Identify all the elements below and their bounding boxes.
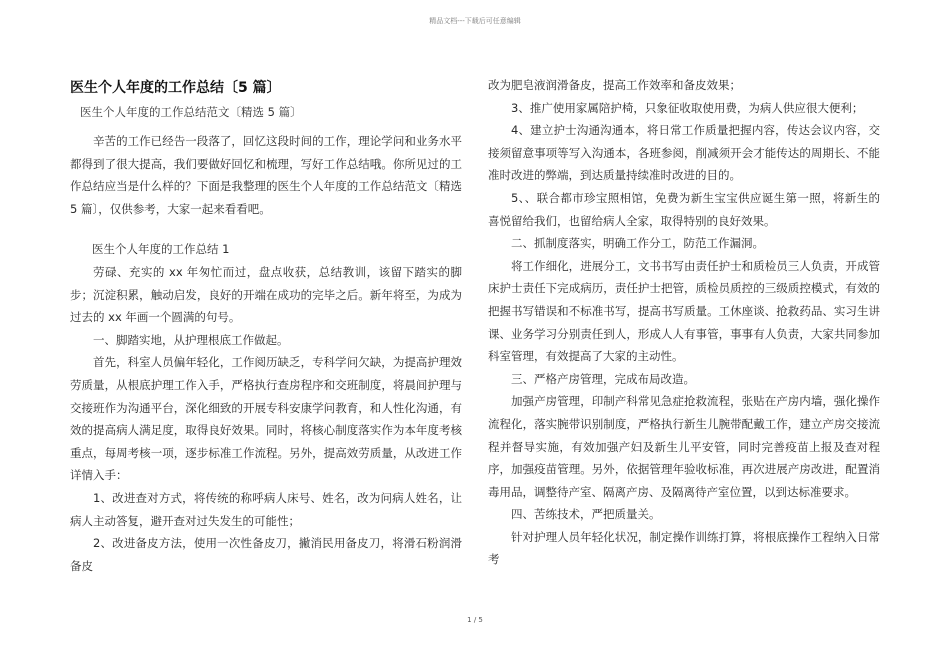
paragraph-5: 针对护理人员年轻化状况，制定操作训练打算，将根底操作工程纳入日常考 (488, 529, 880, 567)
page-number: 1 / 5 (467, 616, 483, 624)
list-item-3: 3、推广使用家属陪护椅，只象征收取使用费，为病人供应很大便利； (511, 100, 864, 115)
paragraph-1: 劳碌、充实的 xx 年匆忙而过，盘点收获，总结教训，该留下踏实的脚步；沉淀积累，触动启发，良好的开端在成功的完毕之后。新年将至，为成为过去的 xx 年画一个圆满的句号。 (70, 264, 462, 325)
paragraph-2: 首先，科室人员偏年轻化，工作阅历缺乏，专科学问欠缺，为提高护理效劳质量，从根底护理工作入手，严格执行查房程序和交班制度，将晨间护理与交接班作为沟通平台，深化细致的开展专科安康学问教育，和人性化沟通，有效的提高病人满足度，取得良好效果。同时，将核心制度落实作为本年度考核重点，每周考核一项，逐步标准工作流程。另外，提高效劳质量，从改进工作详情入手： (70, 355, 462, 483)
paragraph-3: 将工作细化，进展分工，文书书写由责任护士和质检员三人负责，开成管床护士责任下完成病历，责任护士把管，质检员质控的三级质控模式，有效的把握书写错误和不标准书写，提高书写质量。工休座谈、抢救药品、实习生讲课、业务学习分别责任到人，形成人人有事管，事事有人负责，大家共同参加科室管理，有效提高了大家的主动性。 (488, 258, 880, 364)
heading-3: 三、严格产房管理，完成布局改造。 (511, 371, 695, 386)
paragraph-4: 加强产房管理，印制产科常见急症抢救流程，张贴在产房内墙，强化操作流程化，落实腕带识别制度，严格执行新生儿腕带配戴工作，建立产房交接流程并督导实施，有效加强产妇及新生儿平安管，同时完善疫苗上报及查对程序，加强疫苗管理。另外，依据管理年验收标准，再次进展产房改进，配置消毒用品，调整待产室、隔离产房、及隔离待产室位置，以到达标准要求。 (488, 394, 880, 499)
list-item-2-end: 改为肥皂液润滑备皮，提高工作效率和备皮效果； (488, 78, 741, 92)
left-column (70, 74, 462, 577)
list-item-2-start: 2、改进备皮方法，使用一次性备皮刀，撇消民用备皮刀，将滑石粉润滑备皮 (70, 536, 462, 573)
document-title: 医生个人年度的工作总结〔5 篇〕 (70, 80, 281, 96)
intro-paragraph: 辛苦的工作已经告一段落了，回忆这段时间的工作，理论学问和业务水平都得到了很大提高，我们要做好回忆和梳理，写好工作总结哦。你所见过的工作总结应当是什么样的？下面是我整理的医生个人年度的工作总结范文〔精选 5 篇〕，仅供参考，大家一起来看看吧。 (70, 134, 462, 216)
section-title-1: 医生个人年度的工作总结 1 (92, 242, 230, 257)
document-subtitle: 医生个人年度的工作总结范文〔精选 5 篇〕 (80, 105, 302, 119)
heading-2: 二、抓制度落实，明确工作分工，防范工作漏洞。 (511, 236, 764, 251)
right-column (488, 74, 880, 571)
list-item-1: 1、改进查对方式，将传统的称呼病人床号、姓名，改为问病人姓名，让病人主动答复，避开查对过失发生的可能性； (70, 490, 462, 528)
heading-4: 四、苦练技术，严把质量关。 (511, 507, 661, 522)
list-item-5: 5、、联合都市珍宝照相馆，免费为新生宝宝供应诞生第一照，将新生的喜悦留给我们，也留给病人全家，取得特别的良好效果。 (488, 190, 880, 228)
page-header: 精品文档---下载后可任意编辑 (429, 17, 521, 25)
list-item-4: 4、建立护士沟通沟通本，将日常工作质量把握内容，传达会议内容，交接须留意事项等写入沟通本，各班参阅，削减须开会才能传达的周期长、不能准时改进的弊端，到达质量持续准时改进的目的。 (488, 123, 880, 183)
heading-1: 一、脚踏实地，从护理根底工作做起。 (93, 332, 289, 347)
